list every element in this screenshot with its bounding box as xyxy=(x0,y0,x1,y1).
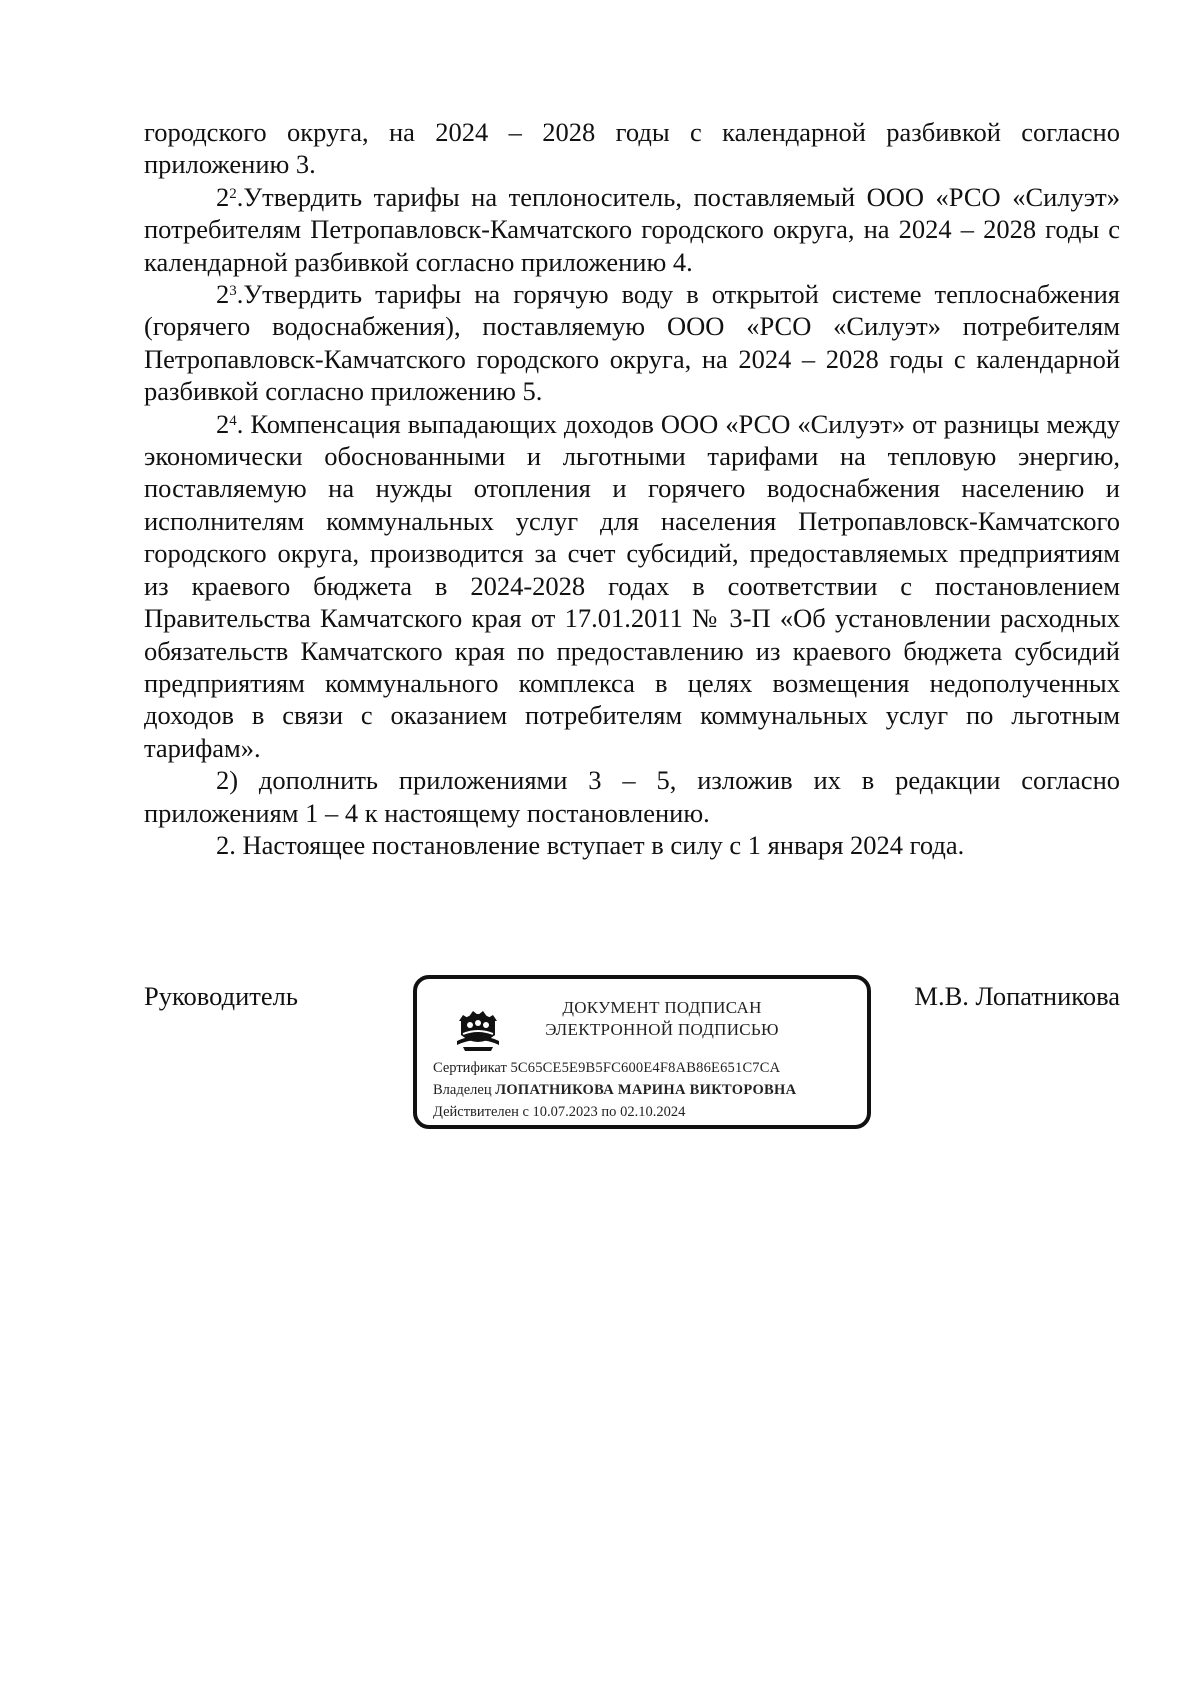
signer-position: Руководитель xyxy=(144,981,298,1011)
paragraph-text: .Утвердить тарифы на горячую воду в открытой системе теплоснабжения (горячего водоснабжения), поставляемую ООО «РСО «Силуэт» потребителям Петропавловск-Камчатского городского округа, на 2024 – 2028 годы с календарной разбивкой согласно приложению 5. xyxy=(144,279,1120,407)
kamchatka-coat-of-arms-icon xyxy=(453,1001,503,1053)
certificate-label: Сертификат xyxy=(433,1060,507,1076)
item-superscript: 3 xyxy=(229,282,237,299)
paragraph-text: 2) дополнить приложениями 3 – 5, изложив их в редакции согласно приложениям 1 – 4 к настоящему постановлению. xyxy=(144,765,1120,828)
valid-from-label: Действителен с xyxy=(433,1104,529,1120)
item-number: 2 xyxy=(216,408,230,439)
item-superscript: 4 xyxy=(229,412,237,429)
paragraph-2 xyxy=(144,278,1120,408)
valid-from-date: 10.07.2023 xyxy=(532,1104,598,1120)
signer-name: М.В. Лопатникова xyxy=(914,981,1120,1011)
paragraph-5 xyxy=(144,829,1120,861)
item-number: 2 xyxy=(216,279,230,310)
owner-value: ЛОПАТНИКОВА МАРИНА ВИКТОРОВНА xyxy=(495,1082,797,1098)
paragraph-0 xyxy=(144,116,1120,181)
paragraph-3 xyxy=(144,408,1120,764)
stamp-title-line2: ЭЛЕКТРОННОЙ ПОДПИСЬЮ xyxy=(545,1020,779,1039)
item-number: 2 xyxy=(216,181,230,212)
valid-to-label: по xyxy=(601,1104,617,1120)
stamp-details xyxy=(433,1057,863,1123)
certificate-value: 5C65CE5E9B5FC600E4F8AB86E651C7CA xyxy=(510,1060,781,1076)
stamp-certificate-row xyxy=(433,1057,863,1079)
paragraph-text: . Компенсация выпадающих доходов ООО «РСО «Силуэт» от разницы между экономически обоснованными и льготными тарифами на тепловую энергию, поставляемую на нужды отопления и горячего водоснабжения населению и исполнителям коммунальных услуг для населения Петропавловск-Камчатского городского округа, производится за счет субсидий, предоставляемых предприятиям из краевого бюджета в 2024-2028 годах в соответствии с постановлением Правительства Камчатского края от 17.01.2011 № 3-П «Об установлении расходных обязательств Камчатского края по предоставлению из краевого бюджета субсидий предприятиям коммунального комплекса в целях возмещения недополученных доходов в связи с оказанием потребителям коммунальных услуг по льготным тарифам». xyxy=(144,408,1120,763)
paragraph-4 xyxy=(144,764,1120,829)
item-superscript: 2 xyxy=(229,185,237,202)
paragraph-text: .Утвердить тарифы на теплоноситель, поставляемый ООО «РСО «Силуэт» потребителям Петропавловск-Камчатского городского округа, на 2024 – 2028 годы с календарной разбивкой согласно приложению 4. xyxy=(144,181,1120,277)
stamp-owner-row xyxy=(433,1079,863,1101)
paragraph-text: городского округа, на 2024 – 2028 годы с календарной разбивкой согласно приложению 3. xyxy=(144,117,1120,180)
signature-block xyxy=(144,980,1120,1140)
electronic-signature-stamp xyxy=(413,975,871,1129)
stamp-title-line1: ДОКУМЕНТ ПОДПИСАН xyxy=(562,998,762,1017)
owner-label: Владелец xyxy=(433,1082,492,1098)
stamp-validity-row xyxy=(433,1101,863,1123)
paragraph-text: 2. Настоящее постановление вступает в силу с 1 января 2024 года. xyxy=(216,829,965,860)
paragraph-1 xyxy=(144,181,1120,278)
valid-to-date: 02.10.2024 xyxy=(620,1104,686,1120)
document-body xyxy=(144,116,1120,861)
stamp-title xyxy=(527,997,797,1041)
